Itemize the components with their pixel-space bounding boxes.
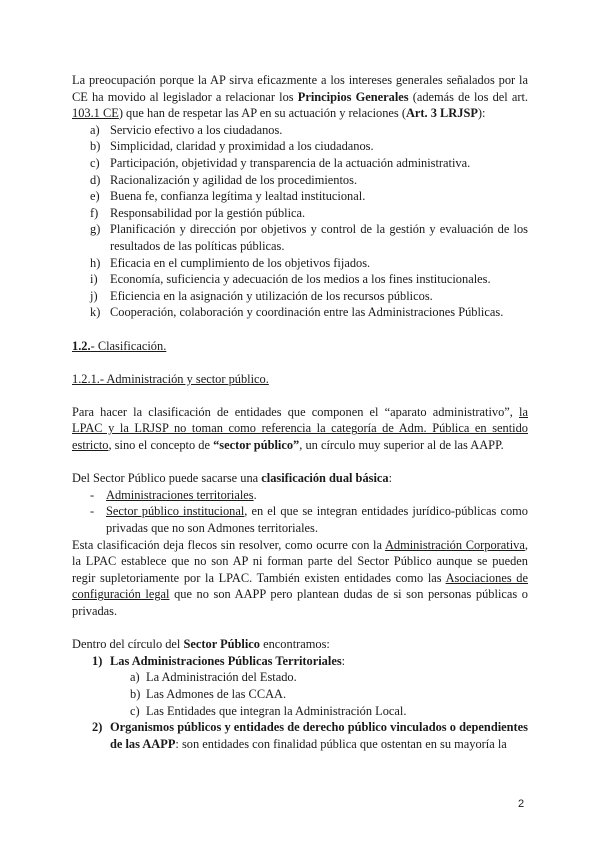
class-text-2: , sino el concepto de bbox=[108, 438, 214, 453]
section-number: 1.2. bbox=[72, 338, 91, 353]
dual-text-1: Del Sector Público puede sacarse una bbox=[72, 471, 262, 486]
flecos-text-2: , la LPAC establece que no son AP ni forman parte del Sector Público aunque se pueden regir supletoriamente por la LPAC. También existen entidades como las bbox=[72, 537, 528, 585]
flecos-text-3: que no son AAPP pero plantean dudas de si son personas públicas o privadas. bbox=[72, 587, 528, 618]
list-item bbox=[72, 288, 528, 305]
list-item-text bbox=[106, 487, 528, 504]
sub-list-item bbox=[72, 669, 528, 686]
list-item-text bbox=[106, 503, 528, 536]
list-item bbox=[72, 172, 528, 189]
numbered-item-text bbox=[110, 653, 528, 670]
list-item-text: Cooperación, colaboración y coordinación entre las Administraciones Públicas. bbox=[110, 305, 504, 320]
intro-text-4: ): bbox=[477, 106, 486, 121]
list-item bbox=[72, 255, 528, 272]
sector-publico-bold: “sector público” bbox=[213, 438, 300, 453]
number-marker: 2) bbox=[92, 720, 103, 735]
list-item-text: Simplicidad, claridad y proximidad a los ciudadanos. bbox=[110, 139, 374, 154]
numbered-item-suffix: : son entidades con finalidad pública que ostentan en su mayoría la bbox=[175, 736, 507, 751]
dash-marker: - bbox=[90, 487, 95, 502]
intro-text-3: ) que han de respetar las AP en su actuación y relaciones ( bbox=[118, 106, 406, 121]
list-marker: b) bbox=[90, 139, 101, 154]
class-underlined-text: la LPAC y la LRJSP no toman como referencia la categoría de Adm. Pública en sentido estricto bbox=[72, 404, 528, 453]
list-marker: e) bbox=[90, 189, 100, 204]
list-marker: j) bbox=[90, 288, 98, 303]
list-marker: a) bbox=[130, 670, 140, 685]
list-item bbox=[72, 503, 528, 536]
intro-text-2: (además de los del art. bbox=[408, 89, 529, 104]
list-marker: a) bbox=[90, 122, 100, 137]
section-heading-1-2-1: 1.2.1.- Administración y sector público. bbox=[72, 371, 269, 386]
list-item bbox=[72, 487, 528, 504]
list-item-text: Economía, suficiencia y adecuación de los medios a los fines institucionales. bbox=[110, 272, 491, 287]
list-marker: h) bbox=[90, 255, 101, 270]
dash-marker: - bbox=[90, 504, 95, 519]
sector-publico-bold-2: Sector Público bbox=[183, 637, 261, 652]
sector-institucional-link[interactable]: Sector público institucional bbox=[106, 504, 245, 519]
list-item-text: Responsabilidad por la gestión pública. bbox=[110, 205, 306, 220]
list-marker: c) bbox=[130, 703, 140, 718]
list-item bbox=[72, 304, 528, 321]
list-marker: b) bbox=[130, 686, 141, 701]
list-marker: c) bbox=[90, 155, 100, 170]
numbered-item bbox=[72, 719, 528, 752]
list-item-text: Servicio efectivo a los ciudadanos. bbox=[110, 122, 283, 137]
asociaciones-link[interactable]: Asociaciones de configuración legal bbox=[72, 570, 528, 602]
section-title: - Clasificación. bbox=[90, 338, 167, 353]
list-item-suffix: . bbox=[253, 487, 257, 502]
list-item-text: Participación, objetividad y transparencia de la actuación administrativa. bbox=[110, 155, 471, 170]
list-item-suffix: , en el que se integran entidades jurídico-públicas como privadas que no son Admones territoriales. bbox=[106, 504, 528, 536]
page-number: 2 bbox=[518, 798, 525, 810]
list-marker: g) bbox=[90, 222, 101, 237]
dual-list bbox=[72, 487, 528, 537]
flecos-text-1: Esta clasificación deja flecos sin resolver, como ocurre con la bbox=[72, 537, 385, 552]
list-item-text: La Administración del Estado. bbox=[146, 670, 297, 685]
list-item-text: Racionalización y agilidad de los procedimientos. bbox=[110, 172, 358, 187]
list-marker: d) bbox=[90, 172, 101, 187]
list-marker: f) bbox=[90, 205, 99, 220]
list-item bbox=[72, 122, 528, 139]
list-item-text: Eficiencia en la asignación y utilización de los recursos públicos. bbox=[110, 288, 433, 303]
art3-lrjsp-bold: Art. 3 LRJSP bbox=[405, 106, 478, 121]
intro-paragraph bbox=[72, 72, 528, 122]
number-marker: 1) bbox=[92, 653, 103, 668]
dual-classification-paragraph bbox=[72, 470, 528, 487]
sub-list-item bbox=[72, 703, 528, 720]
numbered-item-bold: Las Administraciones Públicas Territoriales bbox=[110, 653, 342, 668]
flecos-paragraph bbox=[72, 537, 528, 620]
admin-corporativa-link[interactable]: Administración Corporativa bbox=[384, 537, 525, 552]
numbered-item-text bbox=[110, 719, 528, 752]
list-item-text: Eficacia en el cumplimiento de los objetivos fijados. bbox=[110, 255, 371, 270]
list-marker: k) bbox=[90, 305, 101, 320]
admin-territoriales-link[interactable]: Administraciones territoriales bbox=[106, 487, 254, 502]
numbered-item-bold: Organismos públicos y entidades de derecho público vinculados o dependientes de las AAPP bbox=[110, 720, 528, 751]
intro-text-1: La preocupación porque la AP sirva eficazmente a los intereses generales señalados por la CE ha movido al legislador a relacionar los bbox=[72, 73, 528, 104]
section-heading-1-2 bbox=[72, 338, 528, 355]
list-item bbox=[72, 205, 528, 222]
list-item bbox=[72, 271, 528, 288]
list-item bbox=[72, 155, 528, 172]
sub-list-item bbox=[72, 686, 528, 703]
circle-text-1: Dentro del círculo del bbox=[72, 637, 184, 652]
document-page bbox=[72, 72, 528, 752]
class-text-3: , un círculo muy superior al de las AAPP. bbox=[299, 438, 504, 453]
article-103-link[interactable]: 103.1 CE bbox=[72, 106, 119, 121]
list-item-text: Buena fe, confianza legítima y lealtad institucional. bbox=[110, 189, 366, 204]
list-item bbox=[72, 138, 528, 155]
numbered-item bbox=[72, 653, 528, 670]
list-item-text: Planificación y dirección por objetivos y control de la gestión y evaluación de los resultados de las políticas públicas. bbox=[110, 222, 528, 253]
circle-text-2: encontramos: bbox=[260, 637, 330, 652]
list-item bbox=[72, 188, 528, 205]
circle-paragraph bbox=[72, 636, 528, 653]
list-item-text: Las Entidades que integran la Administración Local. bbox=[146, 703, 407, 718]
class-text-1: Para hacer la clasificación de entidades que componen el “aparato administrativo”, bbox=[72, 404, 520, 419]
list-item bbox=[72, 221, 528, 254]
list-marker: i) bbox=[90, 272, 98, 287]
classification-paragraph bbox=[72, 404, 528, 454]
principios-generales-bold: Principios Generales bbox=[297, 89, 409, 104]
numbered-item-suffix: : bbox=[341, 653, 346, 668]
principles-list bbox=[72, 122, 528, 321]
dual-text-2: : bbox=[388, 471, 393, 486]
sector-list bbox=[72, 653, 528, 753]
list-item-text: Las Admones de las CCAA. bbox=[146, 686, 287, 701]
dual-bold: clasificación dual básica bbox=[261, 471, 389, 486]
